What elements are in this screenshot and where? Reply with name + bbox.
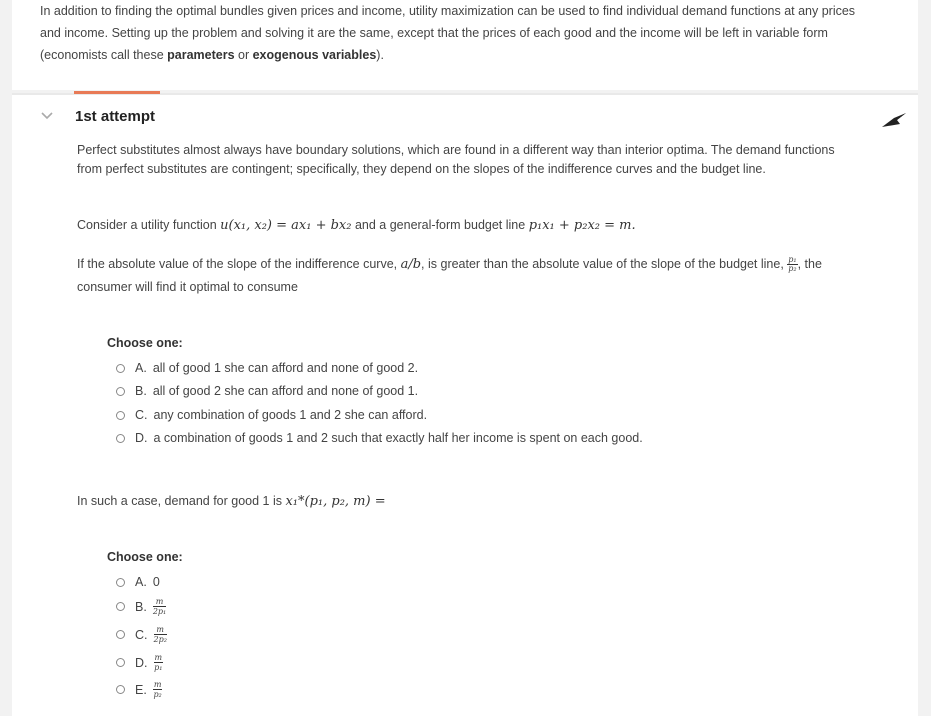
radio-button[interactable] <box>116 387 125 396</box>
question-paragraph-2 <box>77 216 857 235</box>
intro-text: In addition to finding the optimal bundles given prices and income, utility maximization can be used to find individual demand functions at any prices and income. Setting up the problem and solving it are the same, except that the prices of each good and the income will be left in variable form (economists call these <box>40 4 856 62</box>
fraction-den: p₂ <box>153 690 162 699</box>
option-fraction <box>154 625 167 644</box>
question-paragraph-3b: consumer will find it optimal to consume <box>77 280 298 294</box>
fraction-den: 2p₂ <box>153 635 167 644</box>
radio-button[interactable] <box>116 411 125 420</box>
intro-paragraph <box>40 0 870 66</box>
option-letter: E. <box>135 682 147 697</box>
option-fraction <box>154 653 164 672</box>
price-ratio-fraction <box>787 256 797 273</box>
option-letter: A. <box>135 575 147 589</box>
option-letter: B. <box>135 599 147 614</box>
radio-button[interactable] <box>116 434 125 443</box>
fraction-num: m <box>154 653 163 662</box>
option-1b[interactable] <box>116 384 418 398</box>
radio-button[interactable] <box>116 658 125 667</box>
option-letter: A. <box>135 361 147 375</box>
option-2c[interactable] <box>116 625 167 644</box>
option-2d[interactable] <box>116 653 163 672</box>
option-fraction <box>153 597 166 616</box>
option-letter: C. <box>135 408 148 422</box>
option-text: 0 <box>152 575 160 589</box>
question-paragraph-3 <box>77 255 877 274</box>
option-text: all of good 2 she can afford and none of good 1. <box>152 384 419 398</box>
radio-button[interactable] <box>116 364 125 373</box>
option-text: a combination of goods 1 and 2 such that exactly half her income is spent on each good. <box>153 431 643 445</box>
option-letter: D. <box>135 655 148 670</box>
option-letter: B. <box>135 384 147 398</box>
para4-text: In such a case, demand for good 1 is <box>77 494 286 508</box>
option-letter: C. <box>135 627 148 642</box>
option-1c[interactable] <box>116 408 427 422</box>
option-2b[interactable] <box>116 597 166 616</box>
radio-button[interactable] <box>116 685 125 694</box>
question-paragraph-1: Perfect substitutes almost always have boundary solutions, which are found in a different way than interior optima. The demand functions from perfect substitutes are contingent; specifically, they depend on the slopes of the indifference curves and the budget line. <box>77 143 835 176</box>
fraction-den: p₁ <box>154 663 163 672</box>
radio-button[interactable] <box>116 578 125 587</box>
para3-text-b: , is greater than the absolute value of the slope of the budget line, <box>421 257 788 271</box>
option-1d[interactable] <box>116 431 643 445</box>
attempt-active-indicator <box>74 91 160 94</box>
fraction-num: m <box>154 625 167 635</box>
option-1a[interactable] <box>116 361 418 375</box>
para3-text: If the absolute value of the slope of the indifference curve, <box>77 257 401 271</box>
option-letter: D. <box>135 431 148 445</box>
option-fraction <box>153 680 163 699</box>
arrow-pointer-icon[interactable] <box>880 110 908 130</box>
para3-text-c: , the <box>797 257 822 271</box>
para2-text-b: and a general-form budget line <box>351 218 529 232</box>
chevron-down-icon[interactable] <box>40 109 54 123</box>
intro-bold-exogenous: exogenous variables <box>252 48 377 62</box>
intro-text-end: ). <box>376 48 384 62</box>
intro-bold-parameters: parameters <box>167 48 235 62</box>
option-text: all of good 1 she can afford and none of good 2. <box>152 361 419 375</box>
para2-text: Consider a utility function <box>77 218 221 232</box>
fraction-num: m <box>153 597 166 607</box>
question-paragraph-4 <box>77 492 857 511</box>
budget-line-math: p₁x₁ + p₂x₂ = m. <box>528 218 636 233</box>
intro-text-or: or <box>234 48 253 62</box>
option-text: any combination of goods 1 and 2 she can afford. <box>153 408 428 422</box>
choose-one-label-2: Choose one: <box>107 550 183 564</box>
demand-function-math: x₁*(p₁, p₂, m) = <box>285 494 386 509</box>
radio-button[interactable] <box>116 602 125 611</box>
attempt-title[interactable]: 1st attempt <box>75 108 156 125</box>
radio-button[interactable] <box>116 630 125 639</box>
fraction-num: m <box>153 680 162 689</box>
price-ratio-num: p₁ <box>788 255 797 265</box>
utility-function-math: u(x₁, x₂) = ax₁ + bx₂ <box>220 218 352 233</box>
option-2a[interactable] <box>116 575 160 589</box>
choose-one-label-1: Choose one: <box>107 336 183 350</box>
mrs-math: a/b <box>400 257 422 272</box>
option-2e[interactable] <box>116 680 162 699</box>
fraction-den: 2p₁ <box>152 607 167 616</box>
price-ratio-den: p₂ <box>788 264 797 274</box>
